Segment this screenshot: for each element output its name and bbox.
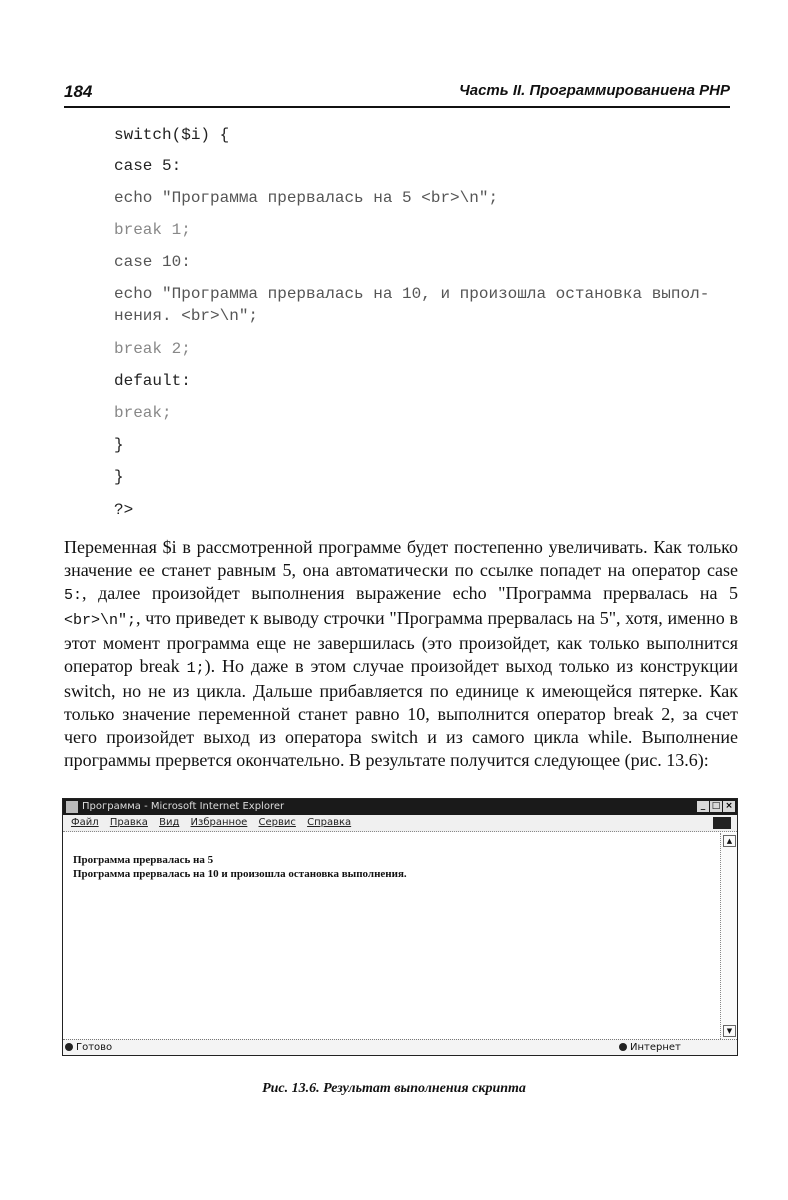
menu-item-help[interactable]: Справка — [307, 817, 352, 828]
output-line: Программа прервалась на 5 — [73, 854, 214, 866]
scroll-down-icon[interactable]: ▼ — [723, 1025, 736, 1037]
header-rule — [64, 106, 730, 108]
body-paragraph — [64, 536, 738, 772]
paragraph-text: , что приведет к выводу строчки "Программа прервалась на 5", хотя, именно в этот момент программа еще не завершилась (это произойдет, как только выполнится оператор break — [64, 608, 738, 676]
code-line: case 5: — [114, 157, 182, 175]
scroll-up-icon[interactable]: ▲ — [723, 835, 736, 847]
ie-icon — [66, 801, 78, 813]
code-line: echo "Программа прервалась на 5 <br>\n"; — [114, 189, 499, 207]
menu-item-tools[interactable]: Сервис — [258, 817, 296, 828]
status-zone-text: Интернет — [630, 1042, 681, 1053]
page-number: 184 — [64, 82, 93, 101]
ie-logo-icon — [713, 817, 731, 829]
status-bar — [63, 1039, 737, 1055]
browser-window-figure — [62, 798, 738, 1056]
code-line: switch($i) { — [114, 126, 230, 144]
inline-code: 1; — [186, 660, 205, 677]
inline-code: <br>\n"; — [64, 612, 137, 629]
code-line: нения. <br>\n"; — [114, 307, 259, 325]
status-ready — [65, 1040, 112, 1055]
code-line: break; — [114, 404, 172, 422]
menu-item-file[interactable]: Файл — [71, 817, 99, 828]
menu-bar — [63, 815, 737, 832]
figure-caption: Рис. 13.6. Результат выполнения скрипта — [262, 1081, 526, 1096]
inline-code: 5: — [64, 587, 83, 604]
page-content — [73, 853, 717, 881]
page-icon — [65, 1043, 73, 1051]
code-line: default: — [114, 372, 191, 390]
code-line: ?> — [114, 501, 134, 519]
status-ready-text: Готово — [76, 1042, 113, 1053]
running-head: Часть II. Программированиена PHP — [459, 82, 730, 99]
status-zone — [619, 1040, 681, 1055]
output-line: Программа прервалась на 10 и произошла остановка выполнения. — [73, 868, 407, 880]
globe-icon — [619, 1043, 627, 1051]
vertical-scrollbar[interactable] — [720, 833, 737, 1039]
paragraph-text: , далее произойдет выполнения выражение echo "Программа прервалась на 5 — [82, 583, 738, 603]
title-bar — [63, 799, 737, 815]
code-line: break 2; — [114, 340, 191, 358]
paragraph-text: ). Но даже в этом случае произойдет выход только из конструкции switch, но не из цикла. Дальше прибавляется по единице к имеющейся пятерке. Как только значение переменной станет равно 10, выполнится оператор break 2, за счет чего произойдет выход из оператора switch и из самого цикла while. Выполнение программы прервется окончательно. В результате получится следующее (рис. 13.6): — [64, 656, 738, 770]
close-icon[interactable]: × — [723, 801, 735, 812]
menu-item-favorites[interactable]: Избранное — [190, 817, 248, 828]
window-title: Программа - Microsoft Internet Explorer — [82, 801, 285, 812]
code-line: } — [114, 468, 124, 486]
menu-item-edit[interactable]: Правка — [109, 817, 148, 828]
code-line: } — [114, 436, 124, 454]
code-line: break 1; — [114, 221, 191, 239]
paragraph-text: Переменная $i в рассмотренной программе будет постепенно увеличивать. Как только значение ее станет равным 5, она автоматически по ссылке попадет на оператор case — [64, 537, 738, 580]
code-line: case 10: — [114, 253, 191, 271]
menu-item-view[interactable]: Вид — [159, 817, 180, 828]
maximize-icon[interactable]: □ — [711, 801, 721, 811]
code-line: echo "Программа прервалась на 10, и произошла остановка выпол- — [114, 285, 710, 303]
minimize-icon[interactable]: _ — [697, 801, 709, 812]
